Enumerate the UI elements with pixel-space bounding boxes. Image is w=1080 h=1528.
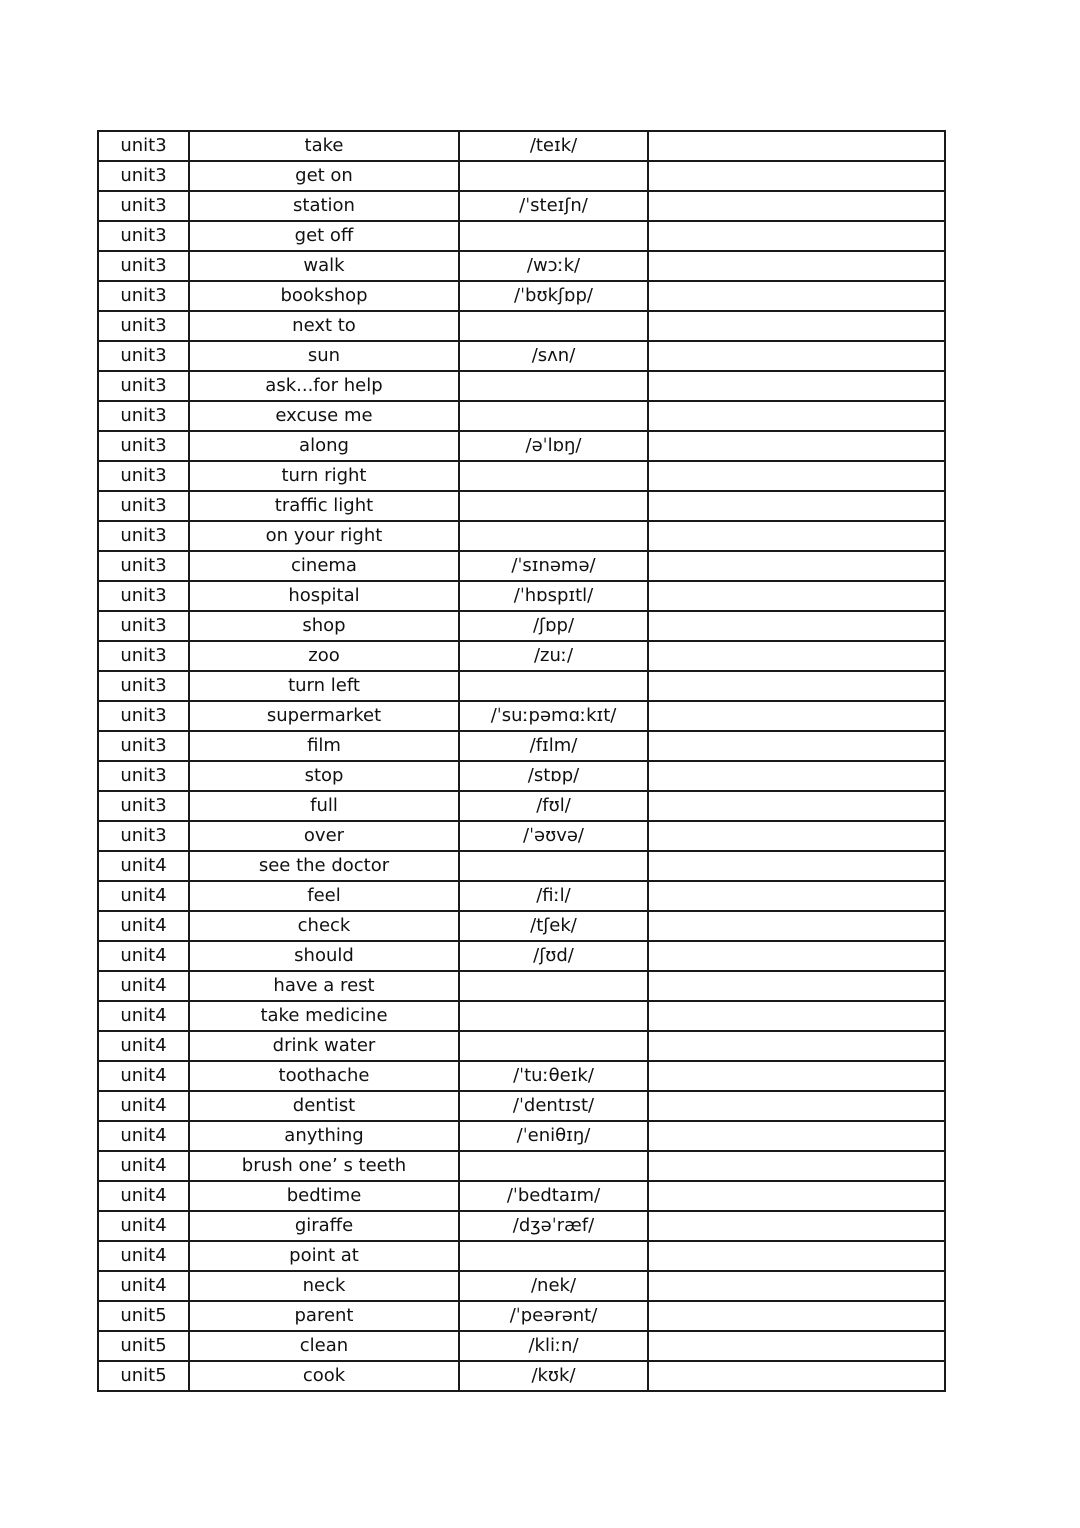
word-cell: get on bbox=[189, 161, 459, 191]
note-cell bbox=[648, 611, 945, 641]
note-cell bbox=[648, 1271, 945, 1301]
unit-cell: unit5 bbox=[98, 1301, 189, 1331]
phonetic-cell: /dʒəˈræf/ bbox=[459, 1211, 648, 1241]
phonetic-cell: /fʊl/ bbox=[459, 791, 648, 821]
note-cell bbox=[648, 461, 945, 491]
word-cell: station bbox=[189, 191, 459, 221]
note-cell bbox=[648, 641, 945, 671]
note-cell bbox=[648, 791, 945, 821]
word-cell: take medicine bbox=[189, 1001, 459, 1031]
table-row bbox=[98, 221, 945, 251]
unit-cell: unit3 bbox=[98, 671, 189, 701]
word-cell: turn left bbox=[189, 671, 459, 701]
phonetic-cell bbox=[459, 401, 648, 431]
unit-cell: unit3 bbox=[98, 221, 189, 251]
unit-cell: unit4 bbox=[98, 1181, 189, 1211]
table-row bbox=[98, 881, 945, 911]
table-row bbox=[98, 1301, 945, 1331]
phonetic-cell bbox=[459, 1241, 648, 1271]
note-cell bbox=[648, 1091, 945, 1121]
unit-cell: unit4 bbox=[98, 1031, 189, 1061]
phonetic-cell bbox=[459, 521, 648, 551]
unit-cell: unit3 bbox=[98, 461, 189, 491]
word-cell: bookshop bbox=[189, 281, 459, 311]
word-cell: brush one’ s teeth bbox=[189, 1151, 459, 1181]
note-cell bbox=[648, 551, 945, 581]
word-cell: toothache bbox=[189, 1061, 459, 1091]
note-cell bbox=[648, 491, 945, 521]
phonetic-cell: /fɪlm/ bbox=[459, 731, 648, 761]
phonetic-cell: /nek/ bbox=[459, 1271, 648, 1301]
table-row bbox=[98, 941, 945, 971]
note-cell bbox=[648, 1331, 945, 1361]
table-row bbox=[98, 1331, 945, 1361]
word-cell: next to bbox=[189, 311, 459, 341]
phonetic-cell bbox=[459, 1031, 648, 1061]
word-cell: parent bbox=[189, 1301, 459, 1331]
phonetic-cell: /ˈhɒspɪtl/ bbox=[459, 581, 648, 611]
table-row bbox=[98, 1241, 945, 1271]
note-cell bbox=[648, 431, 945, 461]
table-row bbox=[98, 1121, 945, 1151]
table-row bbox=[98, 161, 945, 191]
word-cell: point at bbox=[189, 1241, 459, 1271]
table-row bbox=[98, 491, 945, 521]
phonetic-cell: /kʊk/ bbox=[459, 1361, 648, 1391]
unit-cell: unit3 bbox=[98, 401, 189, 431]
table-row bbox=[98, 341, 945, 371]
word-cell: anything bbox=[189, 1121, 459, 1151]
unit-cell: unit5 bbox=[98, 1361, 189, 1391]
word-cell: excuse me bbox=[189, 401, 459, 431]
word-cell: cook bbox=[189, 1361, 459, 1391]
phonetic-cell: /ˈsɪnəmə/ bbox=[459, 551, 648, 581]
unit-cell: unit3 bbox=[98, 491, 189, 521]
unit-cell: unit4 bbox=[98, 1091, 189, 1121]
phonetic-cell bbox=[459, 221, 648, 251]
table-row bbox=[98, 641, 945, 671]
table-row bbox=[98, 1211, 945, 1241]
word-cell: get off bbox=[189, 221, 459, 251]
unit-cell: unit4 bbox=[98, 1151, 189, 1181]
unit-cell: unit3 bbox=[98, 311, 189, 341]
note-cell bbox=[648, 1361, 945, 1391]
phonetic-cell: /kliːn/ bbox=[459, 1331, 648, 1361]
table-row bbox=[98, 1181, 945, 1211]
phonetic-cell bbox=[459, 461, 648, 491]
unit-cell: unit3 bbox=[98, 281, 189, 311]
word-cell: turn right bbox=[189, 461, 459, 491]
note-cell bbox=[648, 731, 945, 761]
phonetic-cell: /ˈəʊvə/ bbox=[459, 821, 648, 851]
table-row bbox=[98, 461, 945, 491]
unit-cell: unit4 bbox=[98, 1241, 189, 1271]
note-cell bbox=[648, 701, 945, 731]
note-cell bbox=[648, 761, 945, 791]
table-row bbox=[98, 1061, 945, 1091]
note-cell bbox=[648, 251, 945, 281]
table-row bbox=[98, 281, 945, 311]
unit-cell: unit3 bbox=[98, 431, 189, 461]
unit-cell: unit3 bbox=[98, 341, 189, 371]
phonetic-cell bbox=[459, 371, 648, 401]
unit-cell: unit4 bbox=[98, 1211, 189, 1241]
word-cell: sun bbox=[189, 341, 459, 371]
table-row bbox=[98, 611, 945, 641]
phonetic-cell: /ˈsuːpəmɑːkɪt/ bbox=[459, 701, 648, 731]
phonetic-cell: /ʃʊd/ bbox=[459, 941, 648, 971]
note-cell bbox=[648, 881, 945, 911]
phonetic-cell: /ˈbedtaɪm/ bbox=[459, 1181, 648, 1211]
note-cell bbox=[648, 911, 945, 941]
phonetic-cell bbox=[459, 161, 648, 191]
unit-cell: unit3 bbox=[98, 251, 189, 281]
note-cell bbox=[648, 1181, 945, 1211]
unit-cell: unit3 bbox=[98, 521, 189, 551]
note-cell bbox=[648, 401, 945, 431]
unit-cell: unit3 bbox=[98, 581, 189, 611]
phonetic-cell: /ˈeniθɪŋ/ bbox=[459, 1121, 648, 1151]
table-row bbox=[98, 371, 945, 401]
note-cell bbox=[648, 341, 945, 371]
note-cell bbox=[648, 1151, 945, 1181]
phonetic-cell bbox=[459, 491, 648, 521]
unit-cell: unit4 bbox=[98, 1001, 189, 1031]
word-cell: drink water bbox=[189, 1031, 459, 1061]
table-row bbox=[98, 431, 945, 461]
note-cell bbox=[648, 221, 945, 251]
word-cell: over bbox=[189, 821, 459, 851]
unit-cell: unit5 bbox=[98, 1331, 189, 1361]
table-row bbox=[98, 761, 945, 791]
table-row bbox=[98, 701, 945, 731]
phonetic-cell bbox=[459, 1151, 648, 1181]
word-cell: neck bbox=[189, 1271, 459, 1301]
note-cell bbox=[648, 311, 945, 341]
word-cell: check bbox=[189, 911, 459, 941]
phonetic-cell: /fiːl/ bbox=[459, 881, 648, 911]
word-cell: clean bbox=[189, 1331, 459, 1361]
unit-cell: unit3 bbox=[98, 641, 189, 671]
table-row bbox=[98, 791, 945, 821]
phonetic-cell: /ˈpeərənt/ bbox=[459, 1301, 648, 1331]
unit-cell: unit4 bbox=[98, 1121, 189, 1151]
table-row bbox=[98, 971, 945, 1001]
note-cell bbox=[648, 131, 945, 161]
word-cell: have a rest bbox=[189, 971, 459, 1001]
note-cell bbox=[648, 281, 945, 311]
phonetic-cell: /sʌn/ bbox=[459, 341, 648, 371]
phonetic-cell bbox=[459, 1001, 648, 1031]
note-cell bbox=[648, 161, 945, 191]
vocabulary-table bbox=[97, 130, 946, 1392]
note-cell bbox=[648, 1301, 945, 1331]
phonetic-cell bbox=[459, 311, 648, 341]
word-cell: cinema bbox=[189, 551, 459, 581]
unit-cell: unit4 bbox=[98, 1061, 189, 1091]
unit-cell: unit4 bbox=[98, 881, 189, 911]
table-row bbox=[98, 1001, 945, 1031]
unit-cell: unit3 bbox=[98, 611, 189, 641]
table-row bbox=[98, 911, 945, 941]
phonetic-cell bbox=[459, 671, 648, 701]
table-row bbox=[98, 851, 945, 881]
phonetic-cell bbox=[459, 851, 648, 881]
table-row bbox=[98, 671, 945, 701]
word-cell: traffic light bbox=[189, 491, 459, 521]
phonetic-cell: /zuː/ bbox=[459, 641, 648, 671]
table-row bbox=[98, 821, 945, 851]
phonetic-cell: /teɪk/ bbox=[459, 131, 648, 161]
word-cell: dentist bbox=[189, 1091, 459, 1121]
phonetic-cell: /ˈdentɪst/ bbox=[459, 1091, 648, 1121]
note-cell bbox=[648, 941, 945, 971]
table-row bbox=[98, 191, 945, 221]
word-cell: along bbox=[189, 431, 459, 461]
unit-cell: unit3 bbox=[98, 731, 189, 761]
table-row bbox=[98, 1271, 945, 1301]
table-row bbox=[98, 1031, 945, 1061]
word-cell: take bbox=[189, 131, 459, 161]
note-cell bbox=[648, 1001, 945, 1031]
unit-cell: unit3 bbox=[98, 191, 189, 221]
note-cell bbox=[648, 581, 945, 611]
word-cell: see the doctor bbox=[189, 851, 459, 881]
table-row bbox=[98, 521, 945, 551]
table-row bbox=[98, 731, 945, 761]
note-cell bbox=[648, 371, 945, 401]
unit-cell: unit3 bbox=[98, 821, 189, 851]
unit-cell: unit3 bbox=[98, 131, 189, 161]
note-cell bbox=[648, 191, 945, 221]
note-cell bbox=[648, 671, 945, 701]
unit-cell: unit3 bbox=[98, 761, 189, 791]
unit-cell: unit4 bbox=[98, 851, 189, 881]
table-row bbox=[98, 551, 945, 581]
note-cell bbox=[648, 1061, 945, 1091]
note-cell bbox=[648, 971, 945, 1001]
word-cell: giraffe bbox=[189, 1211, 459, 1241]
unit-cell: unit4 bbox=[98, 941, 189, 971]
word-cell: feel bbox=[189, 881, 459, 911]
note-cell bbox=[648, 1211, 945, 1241]
table-row bbox=[98, 251, 945, 281]
phonetic-cell: /ʃɒp/ bbox=[459, 611, 648, 641]
unit-cell: unit3 bbox=[98, 551, 189, 581]
unit-cell: unit4 bbox=[98, 971, 189, 1001]
note-cell bbox=[648, 1121, 945, 1151]
word-cell: should bbox=[189, 941, 459, 971]
unit-cell: unit3 bbox=[98, 371, 189, 401]
phonetic-cell: /stɒp/ bbox=[459, 761, 648, 791]
note-cell bbox=[648, 821, 945, 851]
phonetic-cell: /wɔːk/ bbox=[459, 251, 648, 281]
table-row bbox=[98, 1151, 945, 1181]
word-cell: film bbox=[189, 731, 459, 761]
word-cell: on your right bbox=[189, 521, 459, 551]
unit-cell: unit3 bbox=[98, 161, 189, 191]
unit-cell: unit3 bbox=[98, 791, 189, 821]
word-cell: zoo bbox=[189, 641, 459, 671]
phonetic-cell: /əˈlɒŋ/ bbox=[459, 431, 648, 461]
unit-cell: unit3 bbox=[98, 701, 189, 731]
phonetic-cell bbox=[459, 971, 648, 1001]
word-cell: ask...for help bbox=[189, 371, 459, 401]
note-cell bbox=[648, 1031, 945, 1061]
phonetic-cell: /ˈtuːθeɪk/ bbox=[459, 1061, 648, 1091]
note-cell bbox=[648, 851, 945, 881]
word-cell: stop bbox=[189, 761, 459, 791]
word-cell: bedtime bbox=[189, 1181, 459, 1211]
table-row bbox=[98, 131, 945, 161]
phonetic-cell: /ˈbʊkʃɒp/ bbox=[459, 281, 648, 311]
phonetic-cell: /tʃek/ bbox=[459, 911, 648, 941]
unit-cell: unit4 bbox=[98, 1271, 189, 1301]
table-row bbox=[98, 581, 945, 611]
word-cell: full bbox=[189, 791, 459, 821]
note-cell bbox=[648, 521, 945, 551]
table-row bbox=[98, 1361, 945, 1391]
word-cell: shop bbox=[189, 611, 459, 641]
note-cell bbox=[648, 1241, 945, 1271]
word-cell: supermarket bbox=[189, 701, 459, 731]
table-row bbox=[98, 1091, 945, 1121]
table-row bbox=[98, 401, 945, 431]
vocabulary-table-body bbox=[98, 131, 945, 1391]
word-cell: walk bbox=[189, 251, 459, 281]
table-row bbox=[98, 311, 945, 341]
word-cell: hospital bbox=[189, 581, 459, 611]
phonetic-cell: /ˈsteɪʃn/ bbox=[459, 191, 648, 221]
unit-cell: unit4 bbox=[98, 911, 189, 941]
